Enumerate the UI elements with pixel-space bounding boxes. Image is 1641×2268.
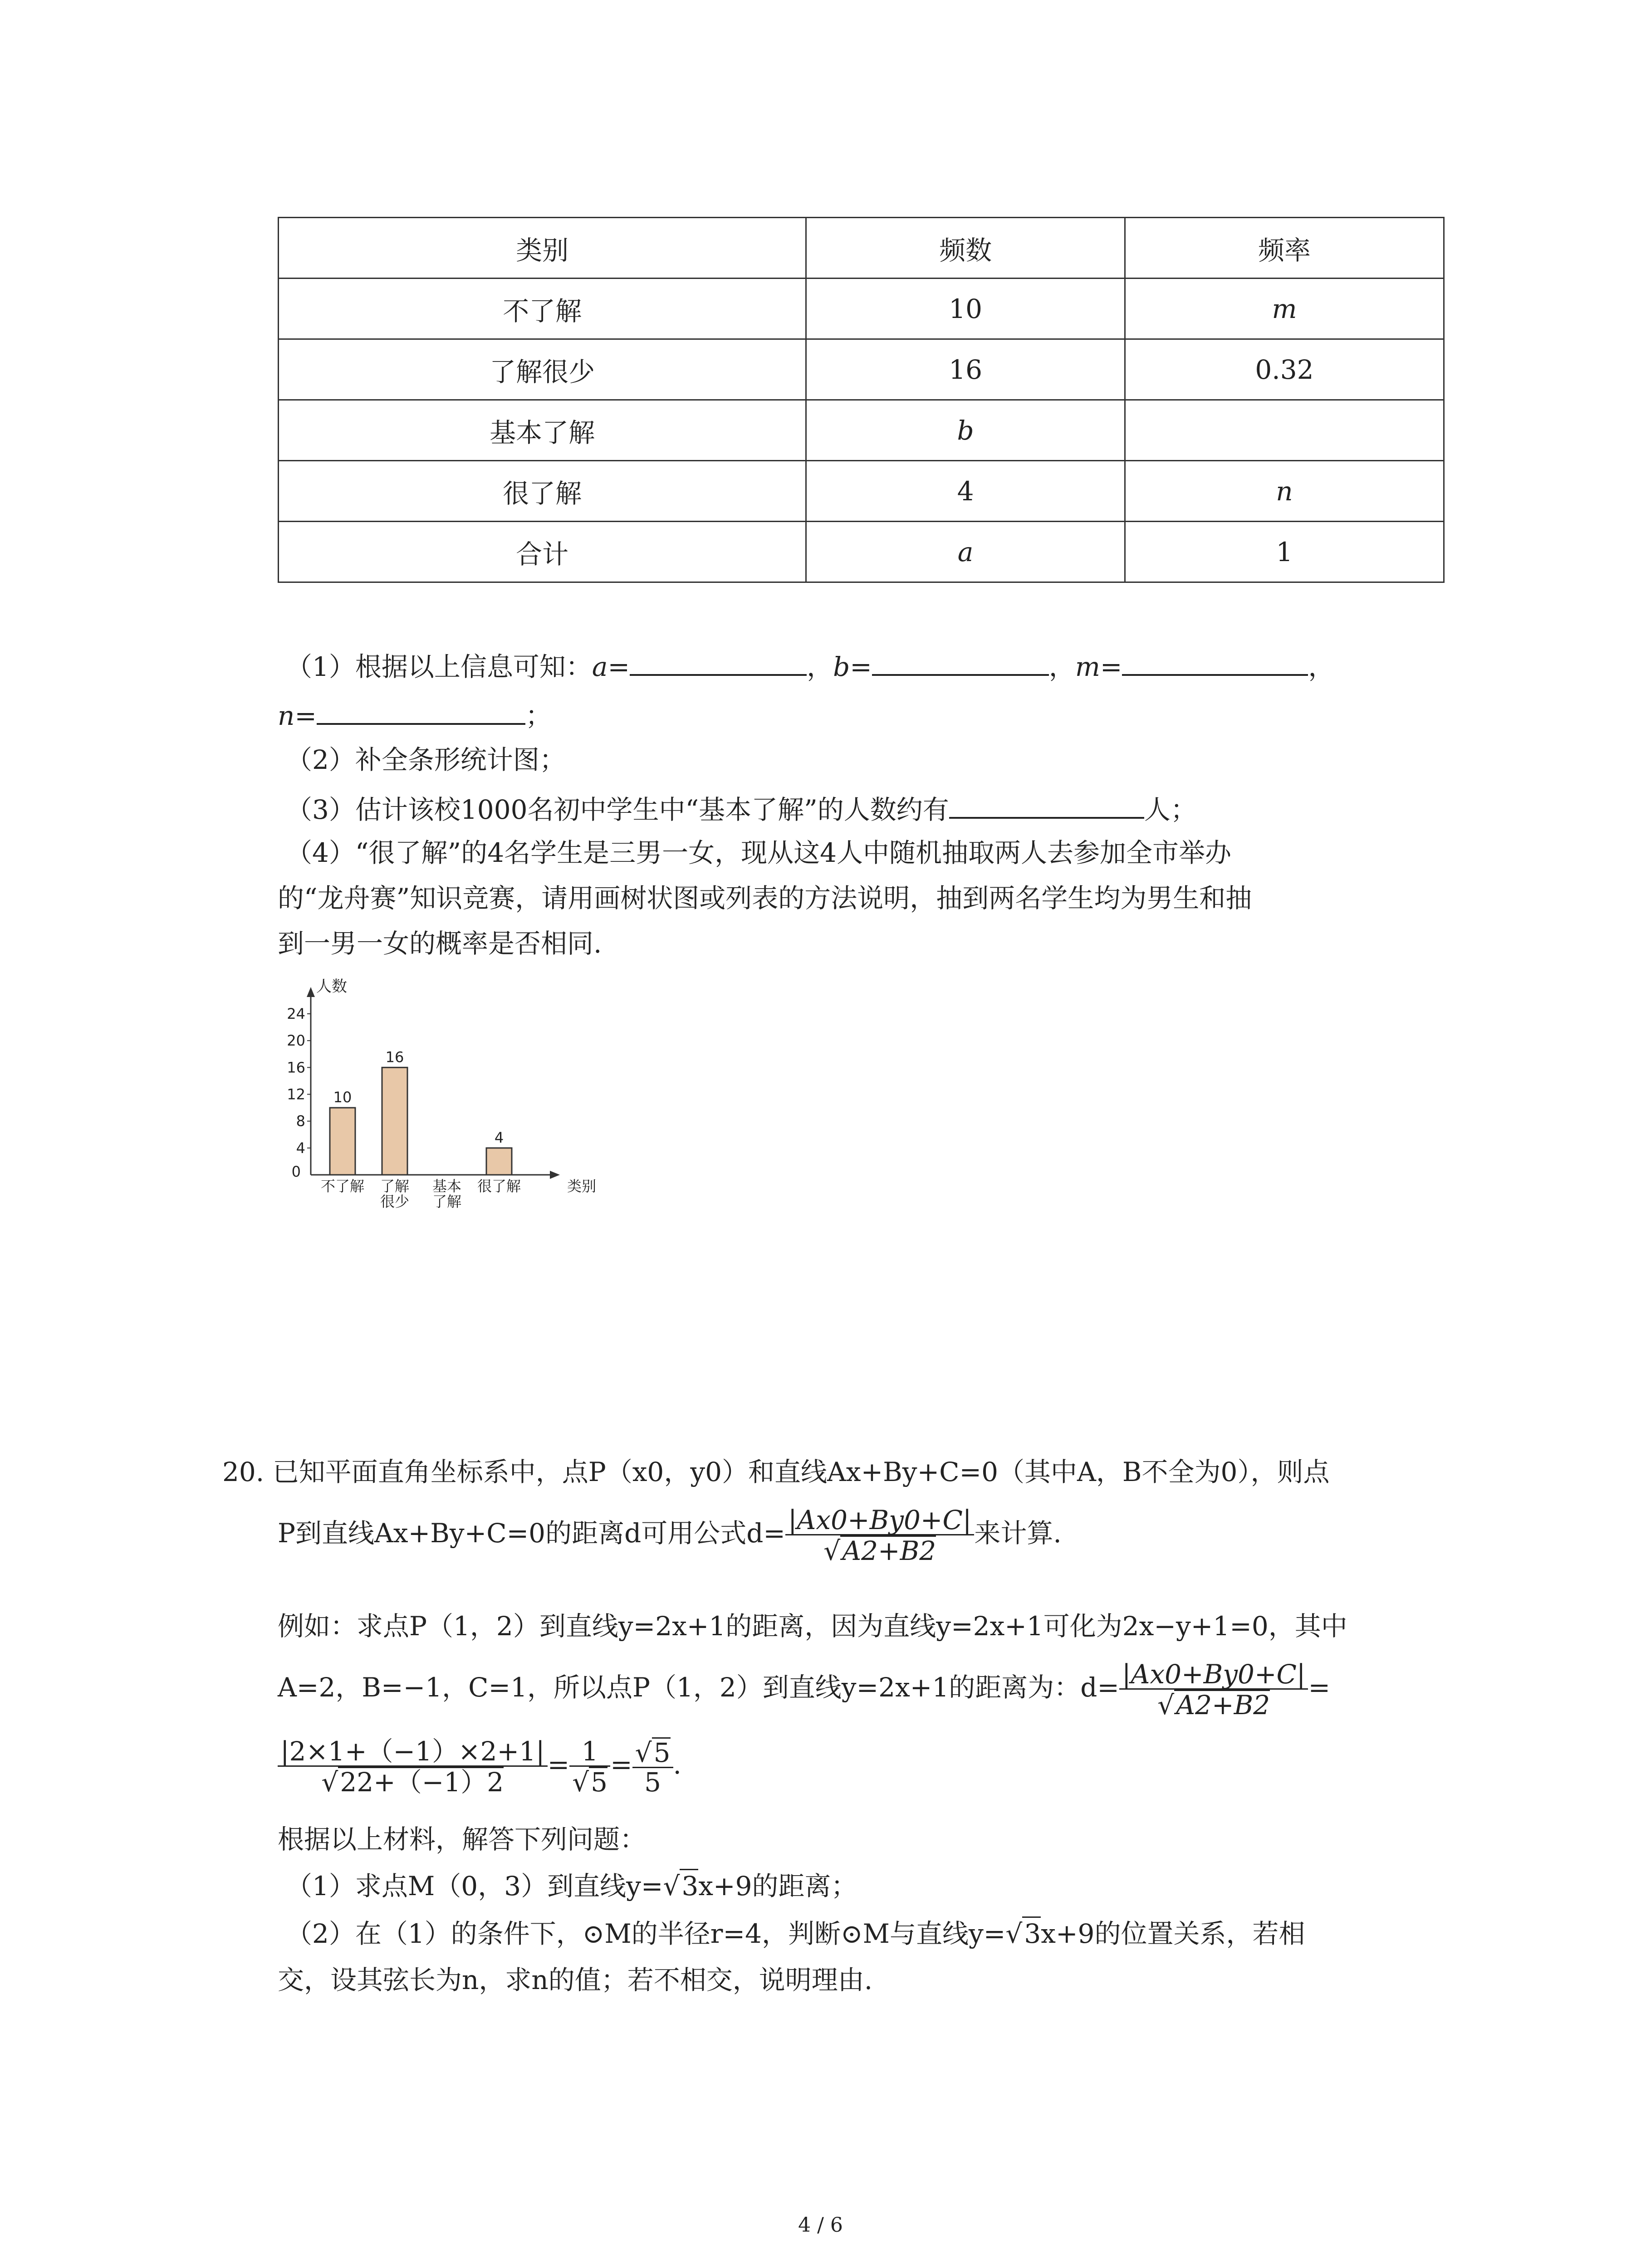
table-header-row (279, 218, 1444, 279)
answer-blank-m[interactable] (1122, 649, 1308, 676)
y-tick-label: 24 (287, 1005, 305, 1022)
y-tick-label: 12 (287, 1085, 305, 1103)
table-cell: 基本了解 (279, 400, 806, 461)
y-tick-label: 4 (296, 1139, 305, 1157)
table-row (279, 400, 1444, 461)
table-cell: 合计 (279, 522, 806, 582)
table-cell: 不了解 (279, 279, 806, 339)
bar (330, 1108, 355, 1175)
frequency-table (278, 217, 1445, 583)
q19-part4-line3: 到一男一女的概率是否相同. (278, 928, 602, 959)
q20-line3: 例如：求点P（1，2）到直线y=2x+1的距离，因为直线y=2x+1可化为2x−y+1=0，其中 (278, 1611, 1347, 1642)
q20-part1: （1）求点M（0，3）到直线y=√3x+9的距离； (286, 1869, 857, 1902)
table-row (279, 461, 1444, 522)
answer-blank-b[interactable] (872, 649, 1049, 676)
bar-chart (263, 966, 617, 1211)
header-cell: 频率 (1125, 218, 1444, 279)
y-tick-label: 8 (296, 1112, 305, 1130)
table-cell (1125, 400, 1444, 461)
category-label: 很了解 (477, 1178, 521, 1195)
q19-part2: （2）补全条形统计图； (286, 744, 566, 775)
q20-example-computation: $\frac{|2\times 1+(-1)\times 2+1|}{√22+(-1)2}$ = $\frac{1}{√5}$ = $\frac{√5}{5}$ . (278, 1737, 681, 1796)
answer-blank-estimate[interactable] (949, 792, 1144, 819)
category-label: 不了解 (320, 1178, 365, 1195)
table-cell: 1 (1125, 522, 1444, 582)
y-tick-label: 20 (287, 1032, 305, 1050)
category-label: 很少 (380, 1193, 410, 1210)
bar (382, 1067, 407, 1175)
q20-part2-line2: 交，设其弦长为n，求n的值；若不相交，说明理由. (278, 1965, 873, 1995)
table-cell: 0.32 (1125, 339, 1444, 400)
distance-formula: $\frac{|Ax0+By0+C|}{√A2+B2}$ (785, 1506, 974, 1565)
table-row (279, 279, 1444, 339)
table-cell: a (806, 522, 1125, 582)
data-label: 10 (333, 1089, 352, 1106)
bar (486, 1148, 512, 1175)
y-tick-label: 16 (287, 1059, 305, 1076)
table-cell: 16 (806, 339, 1125, 400)
example-fraction: $\frac{|2\times 1+(-1)\times 2+1|}{√22+(-1)2}$ (278, 1737, 548, 1796)
q20-line4: A=2，B=−1，C=1，所以点P（1，2）到直线y=2x+1的距离为：d= $\frac{|Ax0+By0+C|}{√A2+B2}$ = (278, 1659, 1331, 1721)
q19-part4-line2: 的“龙舟赛”知识竞赛，请用画树状图或列表的方法说明，抽到两名学生均为男生和抽 (278, 883, 1252, 914)
header-cell: 频数 (806, 218, 1125, 279)
data-label: 4 (494, 1129, 504, 1146)
y-axis-arrow (307, 987, 315, 997)
distance-formula-repeat: $\frac{|Ax0+By0+C|}{√A2+B2}$ (1119, 1660, 1308, 1719)
table-cell: 10 (806, 279, 1125, 339)
answer-blank-n[interactable] (317, 698, 525, 725)
q19-part4-line1: （4）“很了解”的4名学生是三男一女，现从这4人中随机抽取两人去参加全市举办 (286, 837, 1232, 868)
page-number: 4 / 6 (798, 2214, 843, 2237)
x-axis-arrow (550, 1171, 560, 1179)
x-axis-label: 类别 (567, 1178, 597, 1195)
y-tick-label: 0 (291, 1163, 301, 1180)
example-fraction-result: $\frac{√5}{5}$ (632, 1737, 673, 1796)
sqrt-symbol: √ (823, 1535, 841, 1566)
y-axis-label: 人数 (316, 978, 347, 996)
q19-part1-line2: n= ； (278, 698, 552, 732)
table-cell: n (1125, 461, 1444, 522)
q20-line1: 20. 已知平面直角坐标系中，点P（x0，y0）和直线Ax+By+C=0（其中A，B不全为0），则点 (222, 1457, 1330, 1487)
q20-line2: P到直线Ax+By+C=0的距离d可用公式d= $\frac{|Ax0+By0+C|}{√A2+B2}$ 来计算. (278, 1505, 1062, 1566)
q20-line6: 根据以上材料，解答下列问题： (278, 1824, 647, 1855)
table-row (279, 522, 1444, 582)
table-cell: b (806, 400, 1125, 461)
answer-blank-a[interactable] (630, 649, 807, 676)
header-cell: 类别 (279, 218, 806, 279)
q19-part3: （3）估计该校1000名初中学生中“基本了解”的人数约有 人； (286, 792, 1197, 826)
data-label: 16 (385, 1048, 404, 1066)
category-label: 基本 (432, 1178, 462, 1195)
q20-part2-line1: （2）在（1）的条件下，⊙M的半径r=4，判断⊙M与直线y=√3x+9的位置关系，若相 (286, 1916, 1305, 1950)
table-cell: 4 (806, 461, 1125, 522)
table-row (279, 339, 1444, 400)
example-fraction-mid: $\frac{1}{√5}$ (569, 1737, 610, 1796)
category-label: 了解 (432, 1193, 462, 1210)
table-cell: 了解很少 (279, 339, 806, 400)
category-label: 了解 (380, 1178, 410, 1195)
q19-part1-line1: （1）根据以上信息可知：a= ，b= ，m= ， (286, 649, 1334, 683)
table-cell: m (1125, 279, 1444, 339)
table-cell: 很了解 (279, 461, 806, 522)
